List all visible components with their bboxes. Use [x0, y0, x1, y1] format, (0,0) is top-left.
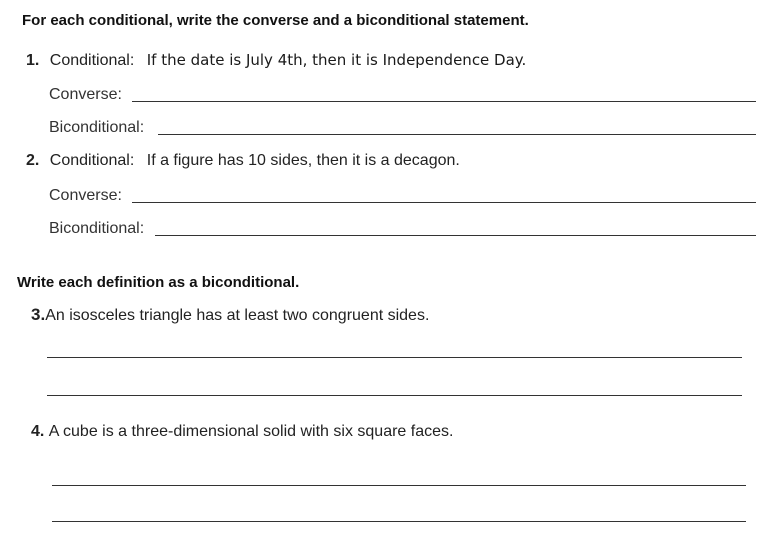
conditional-label: Conditional:: [49, 52, 135, 69]
definition-answer-line-4a[interactable]: [52, 485, 746, 486]
conditional-statement: If a figure has 10 sides, then it is a decagon.: [146, 152, 460, 169]
definition-statement: A cube is a three-dimensional solid with six square faces.: [48, 423, 454, 440]
item-number: 4.: [31, 423, 45, 440]
converse-label: Converse:: [49, 187, 122, 204]
biconditional-answer-line-1[interactable]: [158, 134, 756, 135]
section2-heading: Write each definition as a biconditional.: [17, 274, 300, 291]
definition-answer-line-4b[interactable]: [52, 521, 746, 522]
biconditional-label: Biconditional:: [49, 220, 145, 237]
definition-answer-line-3a[interactable]: [47, 357, 742, 358]
conditional-statement: If the date is July 4th, then it is Independence Day.: [146, 51, 527, 69]
item-number: 1.: [26, 52, 40, 69]
conditional-label: Conditional:: [49, 152, 135, 169]
item-4: [31, 423, 453, 441]
converse-answer-line-1[interactable]: [132, 101, 756, 102]
section1-heading: For each conditional, write the converse and a biconditional statement.: [22, 12, 529, 29]
definition-answer-line-3b[interactable]: [47, 395, 742, 396]
item-1: [26, 51, 526, 70]
converse-answer-line-2[interactable]: [132, 202, 756, 203]
converse-label: Converse:: [49, 86, 122, 103]
biconditional-answer-line-2[interactable]: [155, 235, 756, 236]
definition-statement: An isosceles triangle has at least two congruent sides.: [45, 307, 430, 324]
item-3: [31, 305, 429, 325]
item-number: 2.: [26, 152, 40, 169]
biconditional-label: Biconditional:: [49, 119, 145, 136]
item-2: [26, 152, 460, 170]
item-number: 3.: [31, 305, 46, 324]
